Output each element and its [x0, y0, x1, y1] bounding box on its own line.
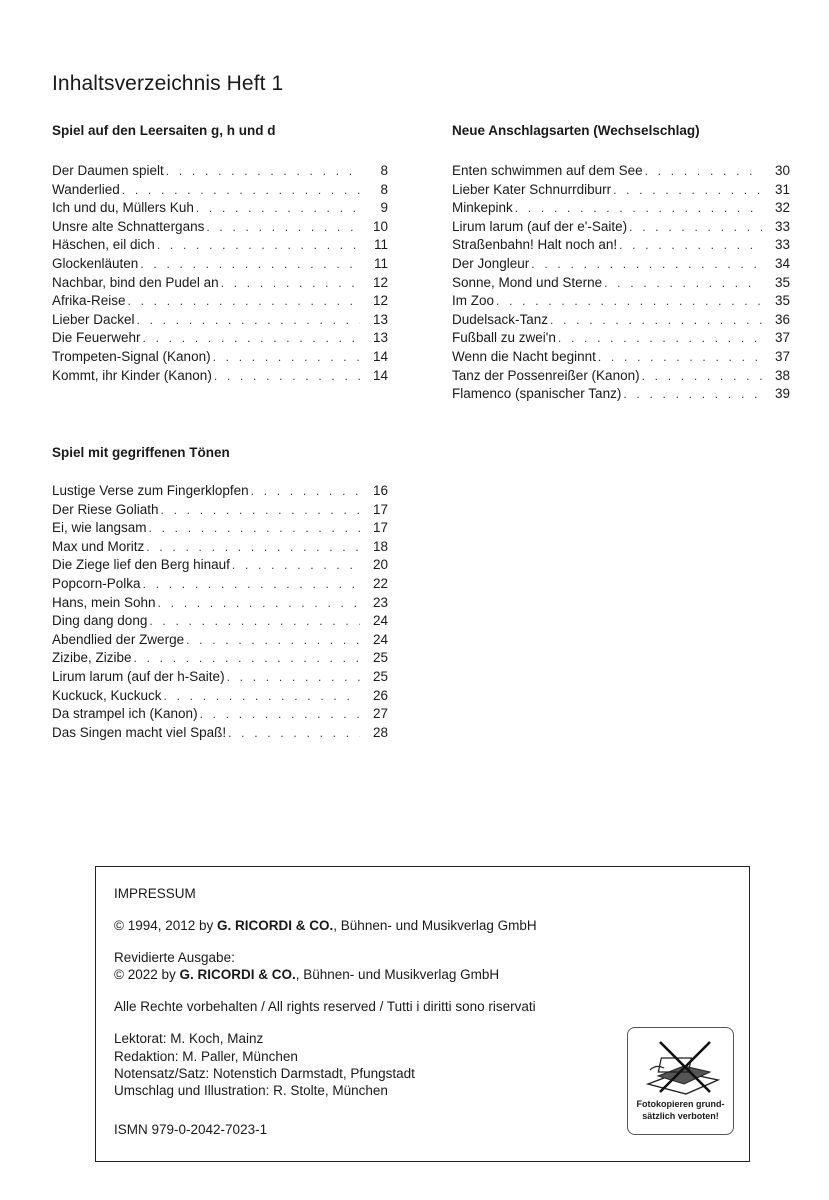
toc-entry-page: 9 — [380, 200, 388, 216]
toc-dot-leader — [166, 162, 360, 181]
toc-entry-title: Glockenläuten — [52, 255, 139, 271]
toc-dot-leader — [161, 501, 360, 520]
toc-dot-leader — [558, 329, 762, 348]
toc-entry — [52, 556, 388, 575]
copyright-2-publisher: G. RICORDI & CO. — [179, 967, 296, 982]
toc-entry-page: 28 — [372, 724, 388, 740]
toc-entry — [452, 367, 790, 386]
toc-entry — [52, 631, 388, 650]
toc-entry — [52, 724, 388, 743]
toc-dot-leader — [619, 236, 762, 255]
stamp-text — [628, 1098, 733, 1122]
toc-entry-title: Dudelsack-Tanz — [452, 311, 549, 327]
toc-entry-page: 11 — [373, 237, 388, 253]
impressum-heading: IMPRESSUM — [114, 886, 196, 901]
toc-dot-leader — [232, 556, 360, 575]
toc-entry-title: Max und Moritz — [52, 538, 145, 554]
toc-entry-page: 37 — [774, 348, 790, 364]
toc-entry — [52, 705, 388, 724]
toc-dot-leader — [531, 255, 762, 274]
section-heading-anschlag: Neue Anschlagsarten (Wechselschlag) — [452, 123, 700, 138]
toc-entry-page: 26 — [372, 687, 388, 703]
toc-entry — [452, 348, 790, 367]
toc-entry-title: Kommt, ihr Kinder (Kanon) — [52, 367, 212, 383]
toc-entry-page: 39 — [774, 386, 790, 402]
toc-dot-leader — [604, 274, 762, 293]
toc-dot-leader — [158, 594, 360, 613]
toc-entry-page: 35 — [774, 293, 790, 309]
toc-entry — [52, 575, 388, 594]
toc-dot-leader — [140, 255, 360, 274]
toc-entry-title: Trompeten-Signal (Kanon) — [52, 348, 211, 364]
toc-entry-page: 22 — [372, 575, 388, 591]
toc-entry-title: Der Daumen spielt — [52, 163, 164, 178]
toc-entry-page: 14 — [372, 367, 388, 383]
stamp-line-1: Fotokopieren grund- — [636, 1099, 725, 1109]
toc-entry-title: Minkepink — [452, 200, 513, 216]
toc-entry-page: 13 — [372, 330, 388, 346]
toc-entry — [452, 311, 790, 330]
toc-entry-page: 33 — [774, 218, 790, 234]
toc-entry-title: Lirum larum (auf der h-Saite) — [52, 668, 225, 684]
toc-dot-leader — [200, 705, 360, 724]
toc-entry-title: Flamenco (spanischer Tanz) — [452, 386, 622, 402]
toc-entry-title: Im Zoo — [452, 293, 495, 309]
toc-dot-leader — [122, 181, 360, 200]
toc-dot-leader — [642, 367, 762, 386]
toc-entry-title: Abendlied der Zwerge — [52, 631, 185, 647]
copyright-line-2 — [114, 967, 499, 982]
toc-entry-title: Kuckuck, Kuckuck — [52, 687, 162, 703]
copyright-line-1 — [114, 918, 537, 933]
toc-entry — [52, 668, 388, 687]
copyright-1-publisher: G. RICORDI & CO. — [217, 918, 334, 933]
toc-dot-leader — [128, 292, 360, 311]
stamp-line-2: sätzlich verboten! — [642, 1111, 719, 1121]
toc-entry-title: Straßenbahn! Halt noch an! — [452, 237, 618, 253]
toc-entry-title: Häschen, eil dich — [52, 237, 155, 253]
toc-entry-title: Das Singen macht viel Spaß! — [52, 724, 227, 740]
toc-entry-title: Der Jongleur — [452, 255, 530, 271]
toc-entry-title: Der Riese Goliath — [52, 501, 159, 517]
toc-entry-title: Wanderlied — [52, 181, 120, 197]
toc-entry — [452, 181, 790, 200]
toc-dot-leader — [146, 538, 360, 557]
toc-dot-leader — [613, 181, 762, 200]
toc-entry-title: Die Feuerwehr — [52, 330, 141, 346]
toc-entry-title: Hans, mein Sohn — [52, 594, 156, 610]
toc-entry-page: 38 — [774, 367, 790, 383]
section-heading-leersaiten: Spiel auf den Leersaiten g, h und d — [52, 123, 276, 138]
toc-list-anschlag — [452, 162, 790, 404]
page-title: Inhaltsverzeichnis Heft 1 — [52, 72, 284, 95]
rights-line: Alle Rechte vorbehalten / All rights reserved / Tutti i diritti sono riservati — [114, 999, 536, 1014]
toc-dot-leader — [186, 631, 360, 650]
toc-entry — [52, 236, 388, 255]
toc-entry-title: Wenn die Nacht beginnt — [452, 348, 596, 364]
toc-entry — [52, 649, 388, 668]
toc-entry — [52, 199, 388, 218]
copyright-1-prefix: © 1994, 2012 by — [114, 918, 218, 933]
toc-dot-leader — [515, 199, 762, 218]
toc-entry — [52, 519, 388, 538]
toc-entry-page: 23 — [372, 594, 388, 610]
toc-entry-title: Ich und du, Müllers Kuh — [52, 200, 194, 216]
impressum-box — [95, 866, 750, 1162]
toc-entry-page: 18 — [372, 538, 388, 554]
section-heading-gegriffen: Spiel mit gegriffenen Tönen — [52, 445, 230, 460]
toc-entry — [452, 385, 790, 404]
toc-entry-page: 37 — [774, 330, 790, 346]
toc-entry-page: 11 — [373, 255, 388, 271]
toc-entry — [52, 538, 388, 557]
toc-dot-leader — [228, 724, 360, 743]
toc-dot-leader — [213, 348, 360, 367]
toc-entry — [452, 162, 790, 181]
toc-entry-page: 20 — [372, 557, 388, 573]
toc-entry-title: Nachbar, bind den Pudel an — [52, 274, 219, 290]
toc-dot-leader — [206, 218, 360, 237]
toc-entry — [52, 218, 388, 237]
toc-entry-page: 8 — [380, 163, 388, 178]
toc-entry-title: Tanz der Possenreißer (Kanon) — [452, 367, 640, 383]
toc-entry — [52, 255, 388, 274]
toc-entry — [52, 348, 388, 367]
toc-entry-page: 34 — [774, 255, 790, 271]
toc-entry-page: 30 — [774, 163, 790, 178]
toc-entry-title: Lieber Kater Schnurrdiburr — [452, 181, 612, 197]
toc-entry-title: Afrika-Reise — [52, 293, 126, 309]
toc-entry-page: 13 — [372, 311, 388, 327]
toc-dot-leader — [251, 482, 360, 501]
toc-dot-leader — [550, 311, 762, 330]
toc-entry-title: Ding dang dong — [52, 613, 148, 629]
toc-dot-leader — [623, 385, 762, 404]
toc-entry-page: 31 — [774, 181, 790, 197]
toc-entry-title: Zizibe, Zizibe — [52, 650, 132, 666]
crossed-copier-icon — [640, 1036, 724, 1096]
toc-dot-leader — [227, 668, 360, 687]
toc-entry-page: 16 — [372, 483, 388, 498]
toc-entry-page: 12 — [372, 293, 388, 309]
notensatz-line: Notensatz/Satz: Notenstich Darmstadt, Pfungstadt — [114, 1066, 415, 1081]
toc-entry-page: 27 — [372, 706, 388, 722]
toc-entry-title: Lieber Dackel — [52, 311, 135, 327]
redaktion-line: Redaktion: M. Paller, München — [114, 1049, 298, 1064]
toc-entry-page: 25 — [372, 650, 388, 666]
toc-dot-leader — [134, 649, 360, 668]
toc-entry — [52, 162, 388, 181]
toc-dot-leader — [221, 274, 360, 293]
toc-entry-page: 17 — [372, 520, 388, 536]
toc-entry — [52, 367, 388, 386]
toc-entry — [52, 612, 388, 631]
toc-entry-title: Lustige Verse zum Fingerklopfen — [52, 483, 249, 498]
toc-dot-leader — [214, 367, 360, 386]
toc-entry-page: 32 — [774, 200, 790, 216]
toc-entry — [452, 218, 790, 237]
toc-entry-title: Ei, wie langsam — [52, 520, 147, 536]
toc-entry-page: 25 — [372, 668, 388, 684]
toc-dot-leader — [149, 612, 360, 631]
toc-entry-title: Da strampel ich (Kanon) — [52, 706, 198, 722]
toc-entry-page: 10 — [372, 218, 388, 234]
toc-entry-page: 35 — [774, 274, 790, 290]
toc-entry-page: 17 — [372, 501, 388, 517]
toc-dot-leader — [143, 575, 360, 594]
toc-dot-leader — [496, 292, 762, 311]
toc-entry — [52, 594, 388, 613]
toc-entry — [52, 482, 388, 501]
toc-entry-title: Unsre alte Schnattergans — [52, 218, 205, 234]
lektorat-line: Lektorat: M. Koch, Mainz — [114, 1031, 264, 1046]
revised-edition-label: Revidierte Ausgabe: — [114, 950, 235, 965]
umschlag-line: Umschlag und Illustration: R. Stolte, München — [114, 1083, 388, 1098]
toc-dot-leader — [149, 519, 360, 538]
toc-list-gegriffen — [52, 482, 388, 742]
toc-entry — [452, 274, 790, 293]
toc-entry — [52, 181, 388, 200]
ismn-line: ISMN 979-0-2042-7023-1 — [114, 1122, 268, 1137]
toc-entry — [452, 199, 790, 218]
toc-entry-page: 14 — [372, 348, 388, 364]
toc-entry-title: Fußball zu zwei'n — [452, 330, 556, 346]
toc-entry-title: Die Ziege lief den Berg hinauf — [52, 557, 230, 573]
toc-entry — [452, 292, 790, 311]
toc-dot-leader — [645, 162, 762, 181]
toc-entry-title: Sonne, Mond und Sterne — [452, 274, 603, 290]
toc-dot-leader — [196, 199, 360, 218]
copyright-1-suffix: , Bühnen- und Musikverlag GmbH — [333, 918, 537, 933]
toc-entry — [52, 311, 388, 330]
toc-entry — [452, 236, 790, 255]
toc-entry — [452, 255, 790, 274]
no-photocopy-stamp — [627, 1027, 734, 1135]
copyright-2-prefix: © 2022 by — [114, 967, 180, 982]
toc-dot-leader — [143, 329, 360, 348]
toc-entry — [52, 687, 388, 706]
toc-list-leersaiten — [52, 162, 388, 385]
toc-entry-page: 36 — [774, 311, 790, 327]
toc-entry — [452, 329, 790, 348]
toc-dot-leader — [598, 348, 762, 367]
toc-entry-title: Enten schwimmen auf dem See — [452, 163, 643, 178]
toc-dot-leader — [164, 687, 360, 706]
toc-entry — [52, 501, 388, 520]
copyright-2-suffix: , Bühnen- und Musikverlag GmbH — [295, 967, 500, 982]
toc-entry-page: 24 — [372, 613, 388, 629]
toc-entry-title: Popcorn-Polka — [52, 575, 141, 591]
toc-entry — [52, 274, 388, 293]
toc-entry — [52, 329, 388, 348]
toc-entry-page: 24 — [372, 631, 388, 647]
toc-entry-page: 12 — [372, 274, 388, 290]
toc-dot-leader — [629, 218, 762, 237]
toc-entry-page: 8 — [380, 181, 388, 197]
toc-entry-title: Lirum larum (auf der e'-Saite) — [452, 218, 628, 234]
toc-dot-leader — [137, 311, 360, 330]
toc-entry-page: 33 — [774, 237, 790, 253]
toc-entry — [52, 292, 388, 311]
toc-dot-leader — [157, 236, 360, 255]
